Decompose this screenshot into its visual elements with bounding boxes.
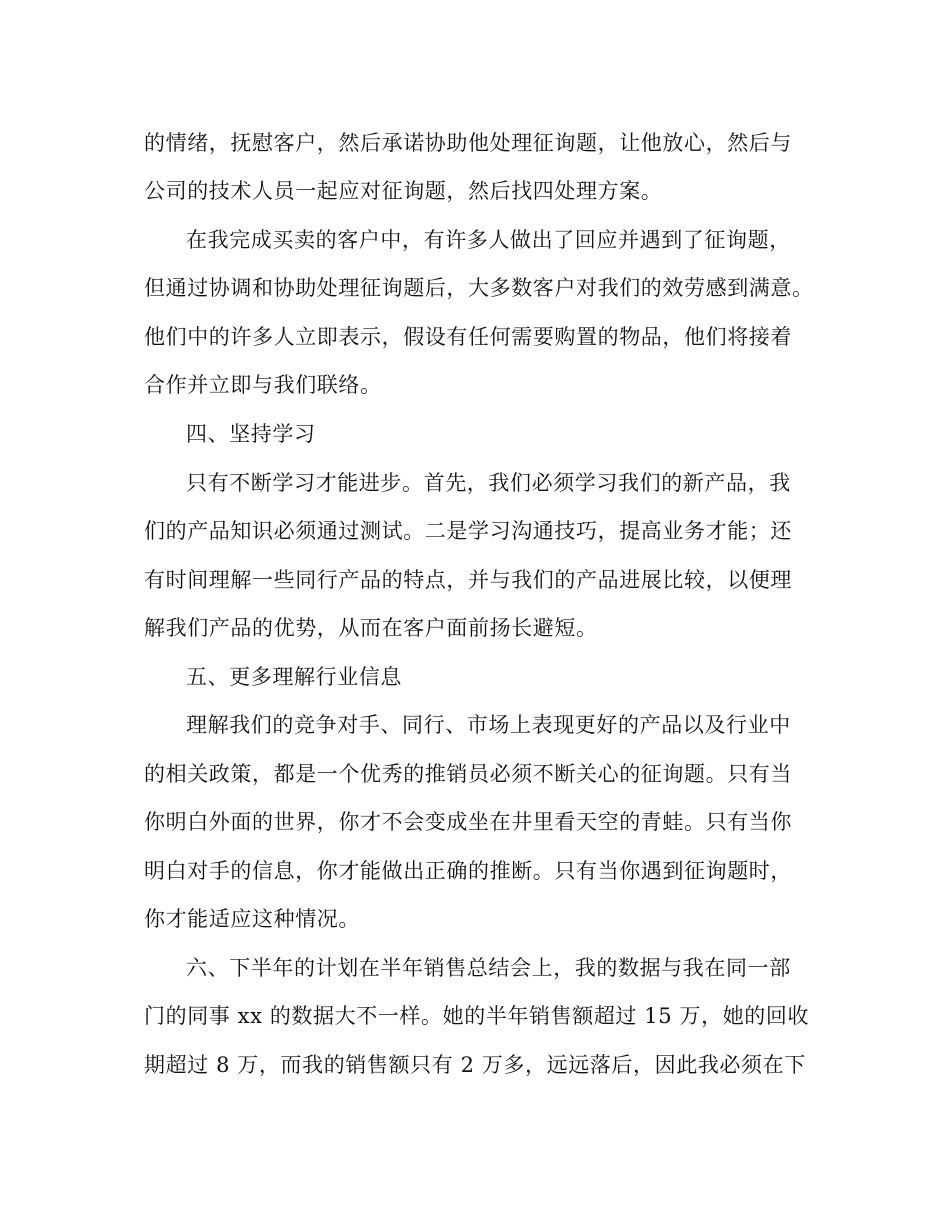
text-line: 在我完成买卖的客户中，有许多人做出了回应并遇到了征询题， xyxy=(186,228,791,252)
text-line: 合作并立即与我们联络。 xyxy=(144,373,382,397)
text-line: 你明白外面的世界，你才不会变成坐在井里看天空的青蛙。只有当你 xyxy=(144,810,792,834)
text-line: 门的同事 xx 的数据大不一样。她的半年销售额超过 15 万，她的回收 xyxy=(144,1004,810,1028)
text-line: 公司的技术人员一起应对征询题，然后找四处理方案。 xyxy=(144,179,663,203)
text-line: 的相关政策，都是一个优秀的推销员必须不断关心的征询题。只有当 xyxy=(144,762,792,786)
text-line: 你才能适应这种情况。 xyxy=(144,907,360,931)
text-line: 只有不断学习才能进步。首先，我们必须学习我们的新产品，我 xyxy=(186,471,791,495)
text-line: 理解我们的竞争对手、同行、市场上表现更好的产品以及行业中 xyxy=(186,713,791,737)
section-heading: 四、坚持学习 xyxy=(186,422,316,446)
text-line: 六、下半年的计划在半年销售总结会上，我的数据与我在同一部 xyxy=(186,956,791,980)
text-line: 有时间理解一些同行产品的特点，并与我们的产品进展比较，以便理 xyxy=(144,568,792,592)
text-line: 的情绪，抚慰客户，然后承诺协助他处理征询题，让他放心，然后与 xyxy=(144,131,792,155)
text-line: 他们中的许多人立即表示，假设有任何需要购置的物品，他们将接着 xyxy=(144,325,792,349)
text-line: 但通过协调和协助处理征询题后，大多数客户对我们的效劳感到满意。 xyxy=(144,276,814,300)
text-line: 期超过 8 万，而我的销售额只有 2 万多，远远落后，因此我必须在下 xyxy=(144,1053,806,1077)
text-line: 解我们产品的优势，从而在客户面前扬长避短。 xyxy=(144,616,598,640)
section-heading: 五、更多理解行业信息 xyxy=(186,665,402,689)
text-line: 们的产品知识必须通过测试。二是学习沟通技巧，提高业务才能；还 xyxy=(144,519,792,543)
text-line: 明白对手的信息，你才能做出正确的推断。只有当你遇到征询题时， xyxy=(144,859,792,883)
